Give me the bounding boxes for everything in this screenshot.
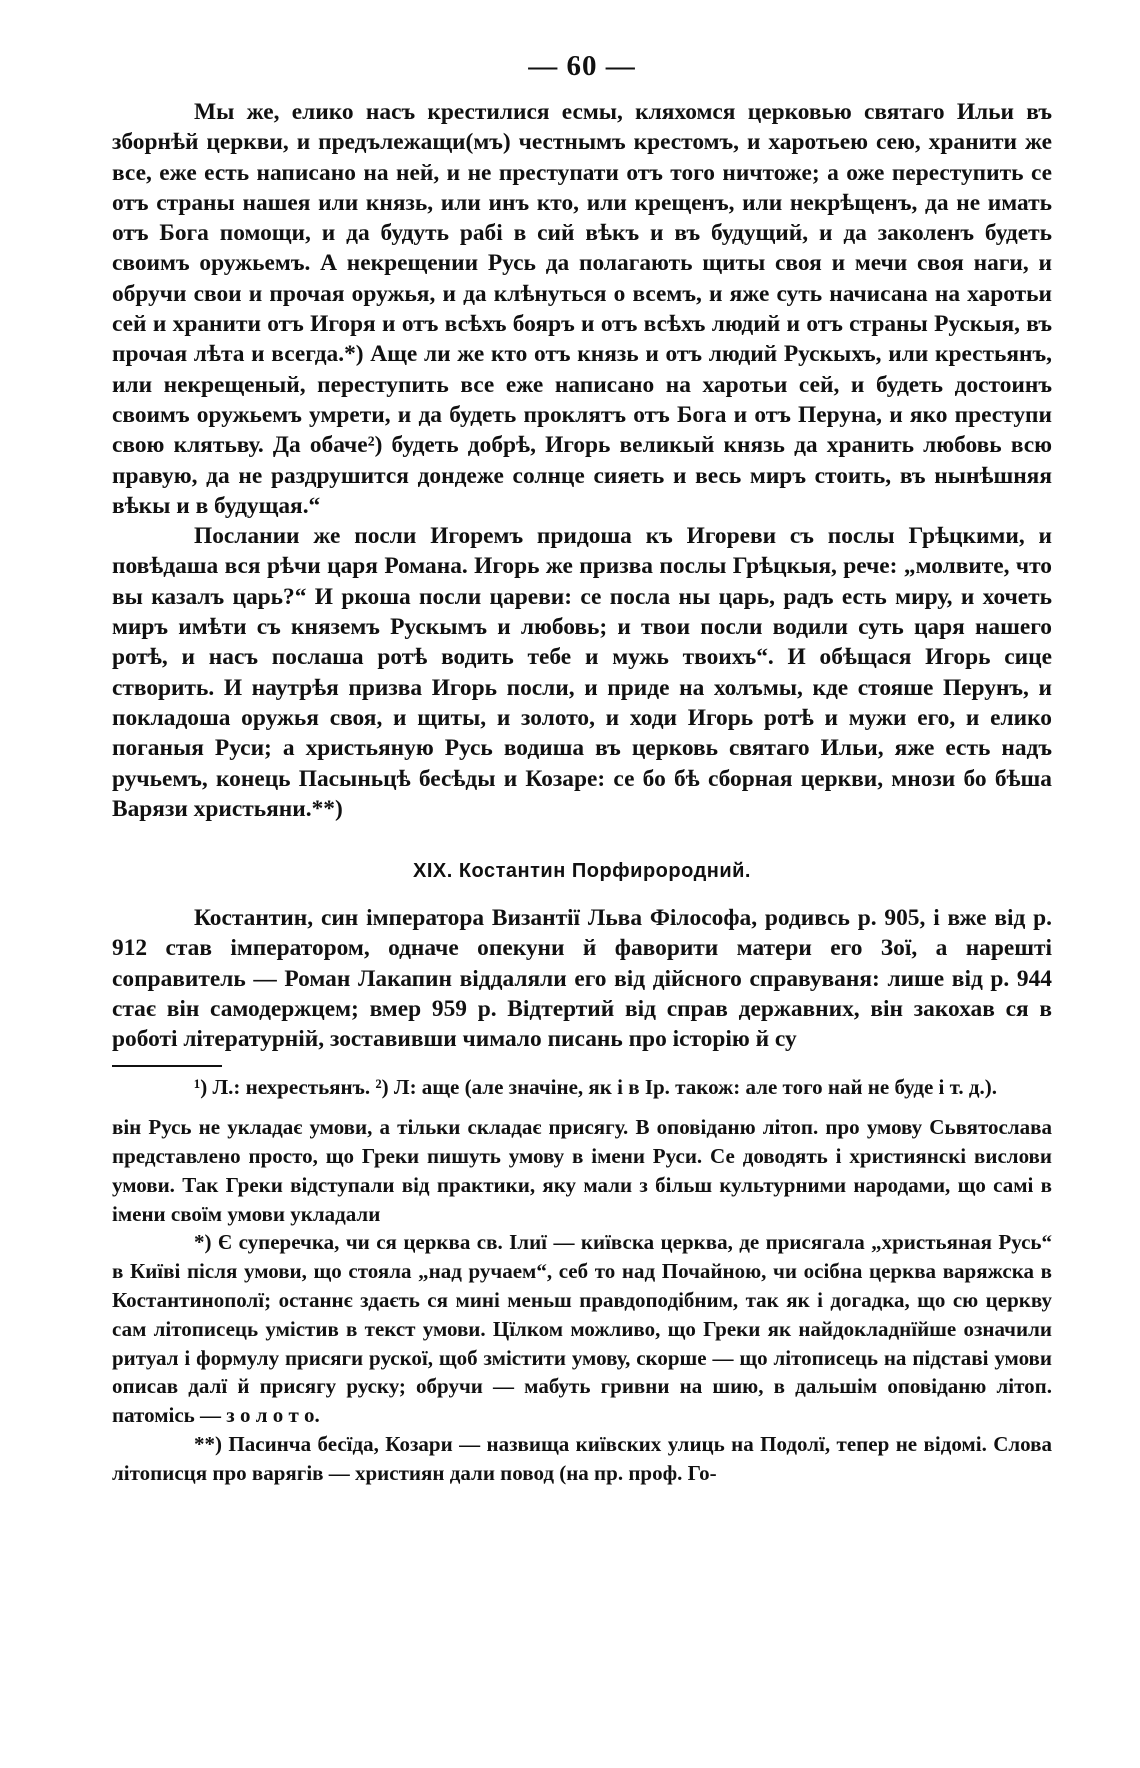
note-double-star: **) Пасинча бесїда, Козари — назвища київских улиць на Подолї, тепер не відомі. Слова літописця про варягів — християн дали повод (на пр. проф. Го- <box>112 1431 1052 1485</box>
section-paragraph: Костантин, син імператора Византії Льва Філософа, родивсь р. 905, і вже від р. 912 став імператором, одначе опекуни й фаворити матери его Зої, а нарешті соправитель — Роман Лакапин віддаляли его від дійсного справуваня: лише від р. 944 стає він самодержцем; вмер 959 р. Відтертий від справ державних, він закохав ся в роботі літературній, зоставивши чимало писань про історію й су <box>112 905 1052 1053</box>
note-star: *) Є суперечка, чи ся церква св. Ілиї — київска церква, де присягала „христьяная Русь“ в Київі після умови, що стояла „над ручаем“, себ то над Почайною, чи осібна церква варяжска в Костантинополї; останнє здаєть ся мині меньш правдоподібним, так як і догадка, що сю церкву сам літописець умістив в текст умови. Цїлком можливо, що Греки як найдокладнїйше означили ритуал і формулу присяги рускої, щоб змістити умову, скорше — що літописець на підставі умови описав далї й присягу руску; обручи — мабуть гривни на шию, в дальшім оповіданю літоп. патомісь — з о л о т о. <box>112 1230 1052 1428</box>
chronicle-paragraph-1: Мы же, елико насъ крестилися есмы, кляхомся церковью святаго Ильи въ зборнѣй церкви, и предълежащи(мъ) честнымъ крестомъ, и харотьею сею, хранити же все, еже есть написано на ней, и не преступати отъ того ничтоже; а оже переступить се отъ страны нашея или князь, или инъ кто, или крещенъ, или некрѣщенъ, да не имать отъ Бога помощи, и да будуть рабі в сий вѣкъ и въ будущий, и да заколенъ будеть своимъ оружьемъ. А некрещении Русь да полагають щиты своя и мечи своя наги, и обручи свои и прочая оружья, и да клѣнуться о всемъ, и яже суть начисана на харотьи сей и хранити отъ Игоря и отъ всѣхъ бояръ и отъ всѣхъ людий и отъ страны Рускыя, въ прочая лѣта и всегда.*) Аще ли же кто отъ князь и отъ людий Рускыхъ, или крестьянъ, или некрещеный, переступить все еже написано на харотьи сей, и будеть достоинъ своимъ оружьемъ умрети, и да будеть проклятъ отъ Бога и отъ Перуна, и яко преступи свою клятьву. Да обаче²) будеть добрѣ, Игорь великый князь да хранить любовь всю правую, да не раздрушится дондеже солнце сияеть и весь миръ стоить, въ нынѣшняя вѣкы и в будущая.“ <box>112 99 1052 519</box>
footnote-divider <box>112 1065 222 1067</box>
section-title: XIX. Костантин Порфирородний. <box>413 860 751 883</box>
notes-block <box>112 1113 1052 1487</box>
page-number: — 60 — <box>528 50 636 82</box>
continuation-note: він Русь не укладає умови, а тільки складає присягу. В оповіданю літоп. про умову Сьвятослава представлено просто, що Греки пишуть умову в імени Руси. Се доводять і християнскі вислови умови. Так Греки відступали від практики, яку мали з більш культурними народами, що самі в імени своїм умови укладали <box>112 1115 1052 1226</box>
footnote-line: ¹) Л.: нехрестьянъ. ²) Л: аще (але значіне, як і в Ip. також: але того най не буде і т. д.). <box>194 1074 997 1099</box>
page <box>112 36 1052 1488</box>
chronicle-paragraph-2: Послании же посли Игоремъ придоша къ Игореви съ послы Грѣцкими, и повѣдаша вся рѣчи царя Романа. Игорь же призва послы Грѣцкыя, рече: „молвите, что вы казалъ царь?“ И ркоша посли цареви: се посла ны царь, радъ есть миру, и хочеть миръ имѣти съ княземъ Рускымъ и любовь; и твои посли водили суть царя нашего ротѣ, и насъ послаша ротѣ водить тебе и мужь твоихъ“. И обѣщася Игорь сице створить. И наутрѣя призва Игорь посли, и приде на холъмы, кде стояше Перунъ, и покладоша оружья своя, и щиты, и золото, и ходи Игорь ротѣ и мужи его, и елико поганыя Руси; а христьяную Русь водиша въ церковь святаго Ильи, яже есть надъ ручьемъ, конець Пасыньцѣ бесѣды и Козаре: се бо бѣ сборная церкви, мнози бо бѣша Варязи христьяни.**) <box>112 523 1052 822</box>
